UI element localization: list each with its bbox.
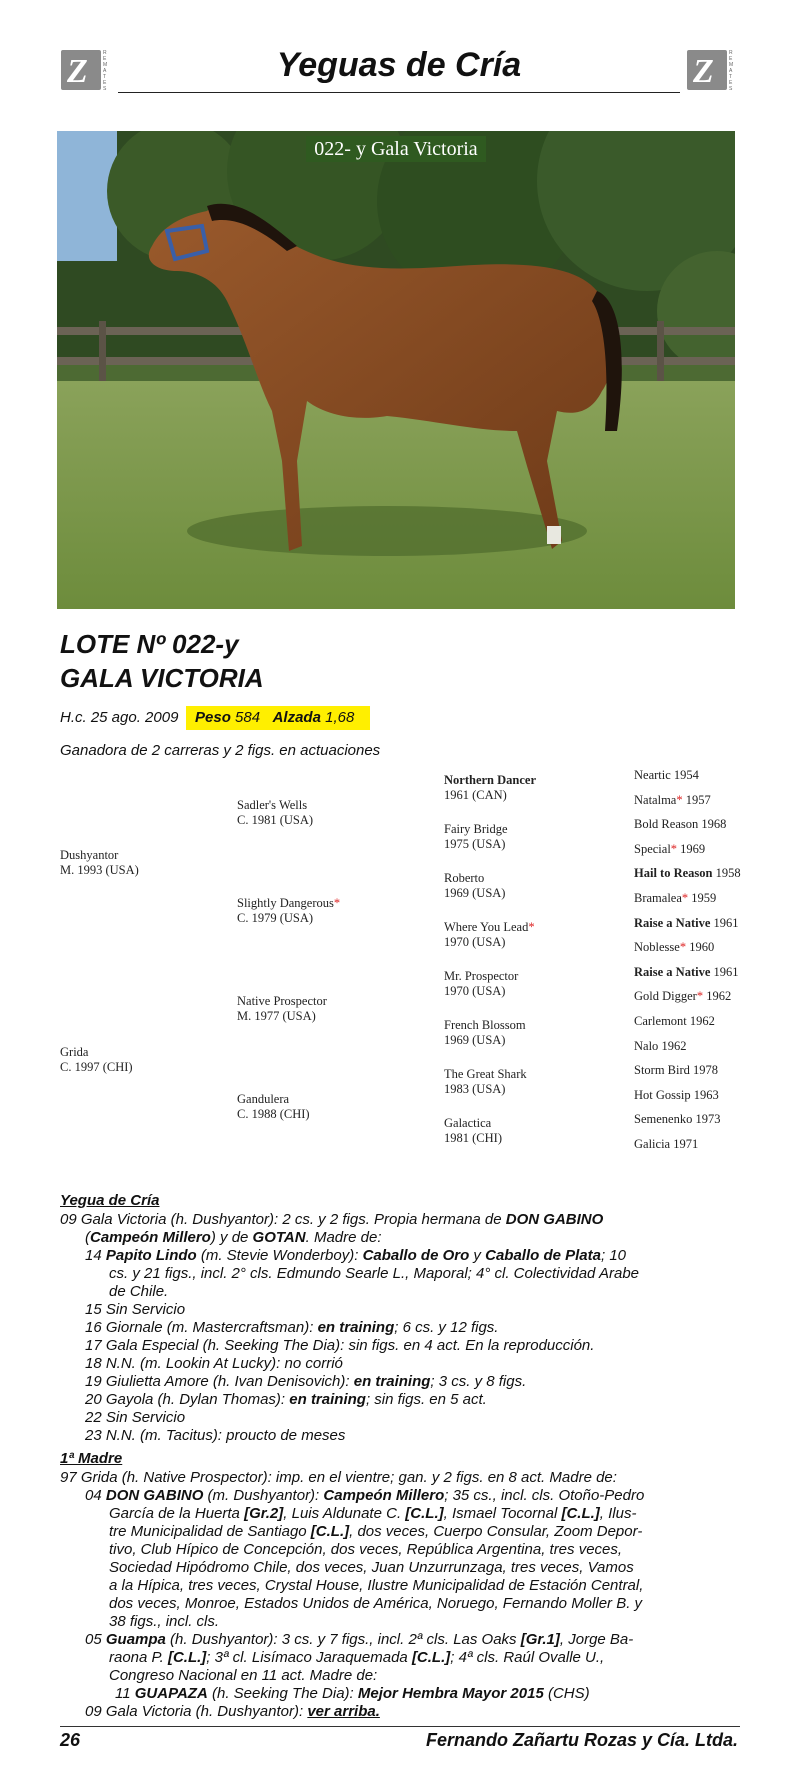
horse-name: Bramalea (634, 891, 682, 905)
text: tre Municipalidad de Santiago (109, 1523, 311, 1540)
pedigree-gen4-entry (634, 1088, 719, 1103)
horse-name: Special (634, 841, 671, 856)
pedigree-gen4-entry (634, 965, 739, 980)
pedigree-gen3-entry (444, 1018, 526, 1048)
pedigree-gen3-entry (444, 773, 536, 803)
bold-text: Caballo de Plata (485, 1247, 601, 1264)
horse-year: 1959 (691, 891, 717, 905)
horse-year: 1954 (673, 768, 699, 782)
horse-name: Semenenko (634, 1112, 693, 1127)
text: 05 (85, 1631, 106, 1648)
horse-name: Bold Reason (634, 817, 699, 832)
logo-letter: Z (67, 53, 88, 90)
horse-name: Native Prospector (237, 994, 327, 1008)
text-line (85, 1427, 345, 1445)
horse-name: Gold Digger (634, 989, 697, 1004)
text: , dos veces, Cuerpo Consular, Zoom Depor- (349, 1523, 643, 1540)
horse-photo (57, 131, 735, 609)
text-line (109, 1559, 634, 1577)
horse-year: 1962 (706, 989, 732, 1004)
text: 14 (85, 1247, 106, 1264)
pedigree-gen4-entry (634, 842, 705, 857)
text: ; 4ª cls. Raúl Ovalle U., (450, 1649, 605, 1666)
horse-year: 1957 (685, 792, 711, 807)
bold-text: Papito Lindo (105, 1247, 197, 1264)
star-mark: * (670, 841, 678, 856)
horse-name: Galactica (444, 1116, 492, 1130)
logo-letter: Z (693, 53, 714, 90)
text: 38 figs., incl. cls. (109, 1613, 220, 1630)
section-heading-yegua: Yegua de Cría (60, 1192, 160, 1209)
pedigree-gen4-entry (634, 1039, 686, 1054)
horse-name: Raise a Native (634, 915, 711, 930)
text: tivo, Club Hípico de Concepción, dos veces, República Argentina, tres veces, (109, 1541, 623, 1558)
text-line (109, 1265, 639, 1283)
horse-info: 1969 (USA) (444, 886, 506, 900)
text: 22 Sin Servicio (85, 1409, 186, 1426)
page-number: 26 (60, 1730, 81, 1750)
horse-info: 1969 (USA) (444, 1033, 506, 1047)
pedigree-gen4-entry (634, 793, 711, 808)
text: (h. Seeking The Dia): (207, 1685, 358, 1702)
pedigree-gen4-entry (634, 817, 726, 832)
text: . Madre de: (305, 1229, 382, 1246)
pedigree-gen3-entry (444, 920, 535, 950)
pedigree-gen3-entry (444, 871, 505, 901)
pedigree-gen4-entry (634, 866, 741, 881)
text: ; sin figs. en 5 act. (365, 1391, 487, 1408)
horse-info: 1970 (USA) (444, 935, 506, 949)
star-mark: * (681, 891, 689, 905)
bold-text: [C.L.] (167, 1649, 207, 1666)
horse-year: 1962 (661, 1038, 687, 1053)
horse-info: C. 1979 (USA) (237, 911, 314, 925)
bold-text: [C.L.] (411, 1649, 451, 1666)
horse-name: Hail to Reason (634, 866, 713, 881)
text: , Jorge Ba- (559, 1631, 634, 1648)
horse-name: Nalo (634, 1038, 659, 1053)
ver-arriba-link[interactable]: ver arriba. (307, 1703, 380, 1720)
horse-year: 1960 (689, 940, 715, 955)
text: dos veces, Monroe, Estados Unidos de América, Noruego, Fernando Moller B. y (109, 1595, 643, 1612)
alzada-value: 1,68 (325, 709, 355, 726)
text: ; 3 cs. y 8 figs. (430, 1373, 527, 1390)
text-line (109, 1667, 377, 1685)
text-line (60, 1469, 617, 1487)
pedigree-gen4-entry (634, 1137, 698, 1152)
horse-name: GALA VICTORIA (60, 663, 264, 693)
bold-text: Mejor Hembra Mayor 2015 (357, 1685, 544, 1702)
pedigree-dam (60, 1045, 133, 1075)
horse-info: 1975 (USA) (444, 837, 506, 851)
pedigree-gen4-entry (634, 1014, 715, 1029)
bold-text: GOTAN (252, 1229, 306, 1246)
text: ; 10 (600, 1247, 627, 1264)
pedigree-sire (60, 848, 139, 878)
pedigree-gen4-entry (634, 1112, 720, 1127)
text: raona P. (109, 1649, 168, 1666)
pedigree-gen4-entry (634, 989, 731, 1004)
horse-info: 1981 (CHI) (444, 1131, 502, 1145)
pedigree-gen2-entry (237, 994, 327, 1024)
peso-value: 584 (235, 709, 261, 726)
horse-year: 1963 (693, 1087, 719, 1102)
horse-year: 1962 (689, 1014, 715, 1028)
text: 09 Gala Victoria (h. Dushyantor): (85, 1703, 308, 1720)
pedigree-gen4-entry (634, 1063, 718, 1078)
lot-number: LOTE Nº 022-y (60, 629, 239, 659)
text: ; 6 cs. y 12 figs. (394, 1319, 499, 1336)
text-line (85, 1487, 644, 1505)
bold-text: Campeón Millero (90, 1229, 211, 1246)
horse-name: Roberto (444, 871, 485, 885)
alzada-label: Alzada (272, 709, 321, 726)
pedigree-gen3-entry (444, 822, 508, 852)
page-title: Yeguas de Cría (276, 46, 522, 84)
birth-info: H.c. 25 ago. 2009 (60, 709, 179, 726)
bold-text: Campeón Millero (323, 1487, 445, 1504)
pedigree-gen2-entry (237, 896, 340, 926)
dam-info: C. 1997 (CHI) (60, 1060, 133, 1074)
text: a la Hípica, tres veces, Crystal House, Ilustre Municipalidad de Estación Central, (109, 1577, 644, 1594)
pedigree-gen4-entry (634, 940, 714, 955)
bold-text: [Gr.2] (244, 1505, 284, 1522)
bold-text: DON GABINO (105, 1487, 204, 1504)
bold-text: en training (353, 1373, 431, 1390)
horse-info: 1970 (USA) (444, 984, 506, 998)
text: ( (85, 1229, 90, 1246)
pedigree-gen2-entry (237, 1092, 310, 1122)
text: cs. y 21 figs., incl. 2° cls. Edmundo Searle L., Maporal; 4° cl. Colectividad Arabe (109, 1265, 640, 1282)
horse-info: C. 1981 (USA) (237, 813, 314, 827)
text-line (109, 1595, 642, 1613)
text: 17 Gala Especial (h. Seeking The Dia): sin figs. en 4 act. En la reproducción. (85, 1337, 595, 1354)
horse-photo-illustration (57, 131, 735, 609)
text: 97 Grida (h. Native Prospector): imp. en el vientre; gan. y 2 figs. en 8 act. Madre de: (60, 1469, 617, 1486)
horse-name: Sadler's Wells (237, 798, 308, 812)
text: y (469, 1247, 486, 1264)
text-line (109, 1523, 642, 1541)
text: , Ismael Tocornal (443, 1505, 562, 1522)
text: Sociedad Hipódromo Chile, dos veces, Juan Unzurrunzaga, tres veces, Vamos (109, 1559, 634, 1576)
pedigree-gen3-entry (444, 1116, 502, 1146)
footer-divider (60, 1726, 740, 1727)
star-mark: * (676, 792, 683, 807)
bold-text: Guampa (105, 1631, 166, 1648)
text-line (85, 1229, 381, 1247)
text: 19 Giulietta Amore (h. Ivan Denisovich): (85, 1373, 354, 1390)
text: 23 N.N. (m. Tacitus): proucto de meses (85, 1427, 346, 1444)
horse-name: Neartic (634, 768, 671, 782)
horse-name: Slightly Dangerous (237, 896, 334, 910)
star-mark: * (333, 896, 341, 910)
text-line (115, 1685, 590, 1703)
horse-year: 1968 (701, 817, 727, 832)
text: 20 Gayola (h. Dylan Thomas): (85, 1391, 290, 1408)
horse-name: Carlemont (634, 1014, 687, 1028)
measurements (195, 708, 354, 728)
bold-text: Caballo de Oro (362, 1247, 470, 1264)
horse-name: French Blossom (444, 1018, 526, 1032)
text: García de la Huerta (109, 1505, 245, 1522)
bold-text: en training (317, 1319, 395, 1336)
text: , Ilus- (599, 1505, 637, 1522)
text: (m. Stevie Wonderboy): (196, 1247, 363, 1264)
pedigree-gen3-entry (444, 969, 518, 999)
section-heading-madre: 1ª Madre (60, 1450, 123, 1467)
star-mark: * (679, 940, 687, 955)
logo-right (687, 50, 733, 96)
text: ) y de (210, 1229, 253, 1246)
horse-info: 1983 (USA) (444, 1082, 506, 1096)
text: 16 Giornale (m. Mastercraftsman): (85, 1319, 318, 1336)
horse-name: The Great Shark (444, 1067, 527, 1081)
text-line (85, 1373, 526, 1391)
bold-text: [Gr.1] (520, 1631, 560, 1648)
text-line (85, 1703, 380, 1721)
horse-name: Northern Dancer (444, 773, 536, 787)
text: (CHS) (543, 1685, 590, 1702)
text-line (109, 1505, 636, 1523)
text-line (109, 1577, 643, 1595)
bold-text: [C.L.] (405, 1505, 444, 1522)
star-mark: * (696, 989, 704, 1004)
bold-text: GUAPAZA (134, 1685, 208, 1702)
horse-year: 1969 (680, 841, 706, 856)
pedigree-gen4-entry (634, 916, 739, 931)
peso-label: Peso (195, 709, 231, 726)
text: Congreso Nacional en 11 act. Madre de: (109, 1667, 378, 1684)
text: 09 Gala Victoria (h. Dushyantor): 2 cs. y 2 figs. Propia hermana de (60, 1211, 506, 1228)
text-line (109, 1283, 168, 1301)
horse-name: Noblesse (634, 940, 680, 955)
bold-text: [C.L.] (561, 1505, 600, 1522)
horse-name: Hot Gossip (634, 1087, 691, 1102)
horse-year: 1973 (695, 1112, 721, 1127)
text: 04 (85, 1487, 106, 1504)
horse-name: Galicia (634, 1137, 671, 1151)
star-mark: * (528, 920, 535, 934)
text: 15 Sin Servicio (85, 1301, 186, 1318)
horse-year: 1961 (713, 915, 739, 930)
text-line (109, 1613, 219, 1631)
horse-name: Raise a Native (634, 964, 711, 979)
text-line (85, 1247, 626, 1265)
pedigree-gen3-entry (444, 1067, 527, 1097)
dam-name: Grida (60, 1045, 89, 1059)
horse-name: Gandulera (237, 1092, 290, 1106)
horse-name: Mr. Prospector (444, 969, 519, 983)
photo-caption-text: 022- y Gala Victoria (306, 136, 485, 162)
pedigree-gen4-entry (634, 768, 699, 783)
title-divider (118, 92, 680, 93)
text-line (109, 1541, 622, 1559)
text: 18 N.N. (m. Lookin At Lucky): no corrió (85, 1355, 343, 1372)
performance-summary: Ganadora de 2 carreras y 2 figs. en actuaciones (60, 742, 381, 759)
text: , Luis Aldunate C. (283, 1505, 406, 1522)
horse-info: M. 1977 (USA) (237, 1009, 316, 1023)
horse-name: Where You Lead (444, 920, 529, 934)
pedigree-gen2-entry (237, 798, 313, 828)
text: (m. Dushyantor): (203, 1487, 324, 1504)
text-line (85, 1631, 633, 1649)
horse-year: 1978 (693, 1063, 719, 1078)
text-line (85, 1301, 185, 1319)
pedigree-gen4-entry (634, 891, 716, 906)
sire-name: Dushyantor (60, 848, 119, 862)
horse-year: 1958 (715, 866, 741, 881)
text-line (85, 1355, 343, 1373)
horse-year: 1971 (673, 1137, 699, 1151)
horse-name: Storm Bird (634, 1063, 690, 1078)
bold-text: [C.L.] (310, 1523, 350, 1540)
text-line (60, 1211, 603, 1229)
text: ; 35 cs., incl. cls. Otoño-Pedro (444, 1487, 645, 1504)
text: ; 3ª cl. Lisímaco Jaraquemada (206, 1649, 412, 1666)
company-name: Fernando Zañartu Rozas y Cía. Ltda. (425, 1730, 738, 1750)
bold-text: en training (289, 1391, 366, 1408)
text-line (85, 1337, 594, 1355)
text-line (85, 1391, 487, 1409)
text: 11 (115, 1685, 135, 1702)
horse-name: Fairy Bridge (444, 822, 508, 836)
text: (h. Dushyantor): 3 cs. y 7 figs., incl. 2ª cls. Las Oaks (165, 1631, 521, 1648)
photo-caption (57, 136, 735, 162)
logo-side-text: REMATES (729, 50, 734, 92)
sire-info: M. 1993 (USA) (60, 863, 139, 877)
logo-side-text: REMATES (103, 50, 108, 92)
text: de Chile. (109, 1283, 169, 1300)
text-line (85, 1319, 498, 1337)
bold-text: DON GABINO (505, 1211, 604, 1228)
horse-info: 1961 (CAN) (444, 788, 507, 802)
text-line (85, 1409, 185, 1427)
horse-name: Natalma (634, 792, 677, 807)
horse-year: 1961 (713, 964, 739, 979)
horse-info: C. 1988 (CHI) (237, 1107, 310, 1121)
text-line (109, 1649, 604, 1667)
